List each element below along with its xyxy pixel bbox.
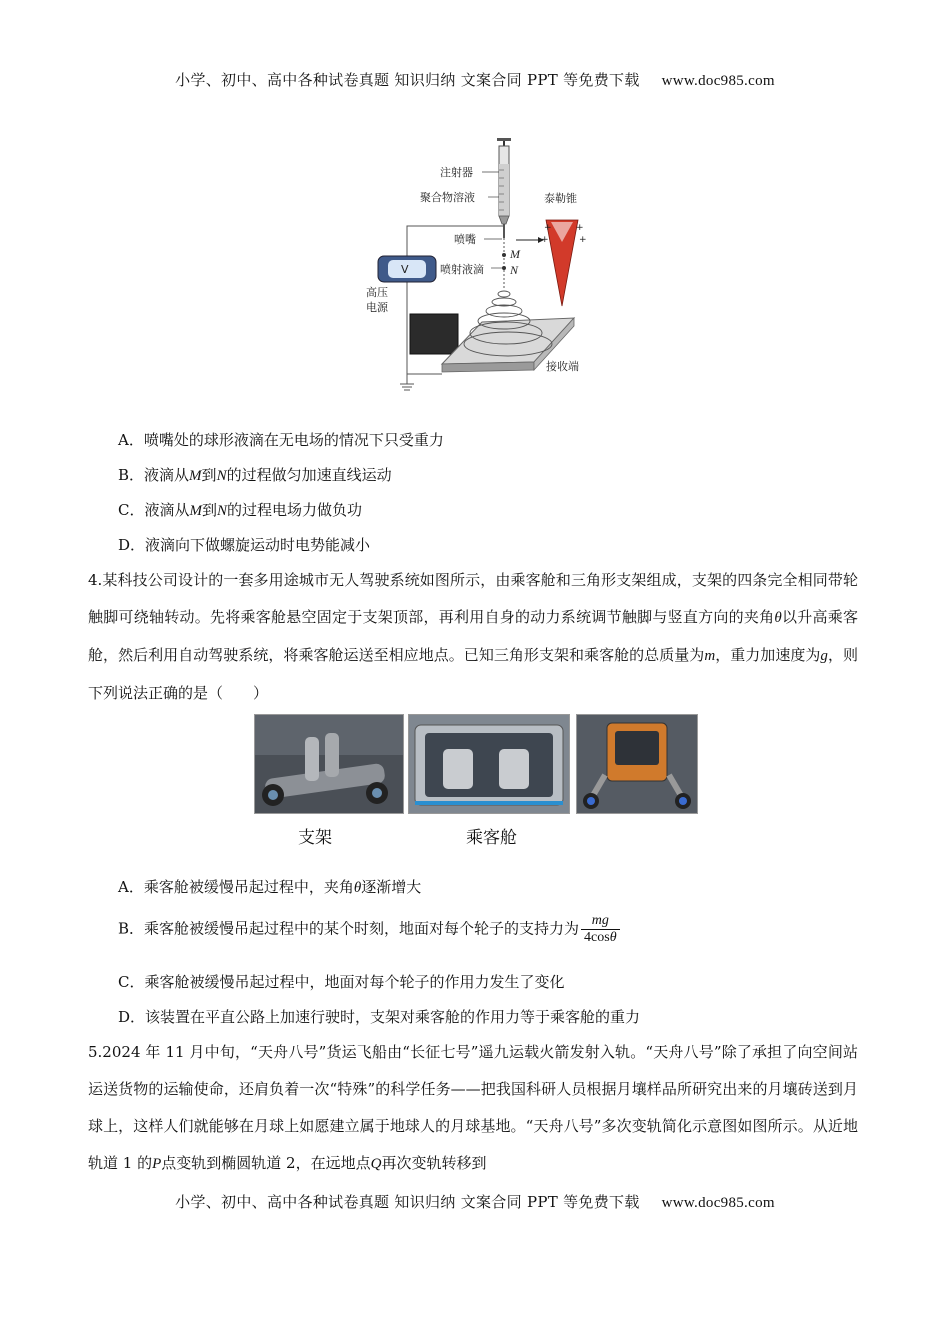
label-nozzle: 喷嘴 bbox=[454, 233, 476, 246]
page-header bbox=[0, 69, 950, 90]
header-site: www.doc985.com bbox=[661, 73, 775, 89]
svg-text:+: + bbox=[541, 235, 549, 245]
footer-site: www.doc985.com bbox=[661, 1195, 775, 1211]
option-text: 逐渐增大 bbox=[361, 878, 422, 896]
option-text: 液滴从 bbox=[144, 466, 190, 484]
option-letter: B． bbox=[118, 919, 145, 938]
var-theta: θ bbox=[353, 880, 362, 896]
option-letter: C． bbox=[118, 501, 145, 519]
var-Q: Q bbox=[370, 1156, 382, 1172]
label-droplet: 喷射液滴 bbox=[440, 263, 484, 276]
var-P: P bbox=[152, 1156, 162, 1172]
photo-bracket bbox=[254, 714, 404, 814]
photo-cabin bbox=[408, 714, 570, 814]
q3-option-c[interactable] bbox=[118, 499, 362, 520]
q5-text-1: 5.2024 年 11 月中旬，“天舟八号”货运飞船由“长征七号”遥九运载火箭发射入轨。“天舟八号”除了承担了向空间站运送货物的运输使命，还肩负着一次“特殊”的科学任务——把我国科研人员根据月壤样品所研究出来的月壤砖送到月球上，这样人们就能够在月球上如愿建立属于地球人的月球基地。“天舟八号”多次变轨简化示意图如图所示。从近地轨道 1 的 bbox=[88, 1043, 858, 1172]
q4-text-4: ，则下列说法正确的是（ ） bbox=[88, 646, 858, 702]
label-taylor-cone: 泰勒锥 bbox=[544, 192, 577, 205]
q3-option-a[interactable] bbox=[118, 429, 444, 450]
var-theta: θ bbox=[609, 930, 617, 945]
var-N: N bbox=[216, 468, 227, 484]
q3-option-b[interactable] bbox=[118, 464, 392, 485]
var-M: M bbox=[189, 503, 202, 519]
option-text: 的过程做匀加速直线运动 bbox=[226, 466, 392, 484]
label-receiver: 接收端 bbox=[546, 360, 579, 373]
q4-option-a[interactable] bbox=[118, 876, 421, 897]
option-text: 到 bbox=[201, 466, 217, 484]
caption-bracket: 支架 bbox=[298, 828, 332, 848]
label-power-1: 高压 bbox=[366, 286, 388, 299]
q4-option-d[interactable] bbox=[118, 1006, 640, 1027]
svg-text:+: + bbox=[576, 223, 584, 233]
q5-text-3: 再次变轨转移到 bbox=[381, 1154, 487, 1172]
var-M: M bbox=[189, 468, 202, 484]
var-m: m bbox=[704, 648, 716, 664]
option-text: 乘客舱被缓慢吊起过程中，夹角 bbox=[143, 878, 354, 896]
label-M: M bbox=[510, 247, 520, 261]
svg-text:+: + bbox=[544, 223, 552, 233]
label-syringe: 注射器 bbox=[440, 166, 473, 179]
option-letter: A． bbox=[118, 431, 144, 449]
electrospinning-diagram bbox=[358, 134, 598, 398]
option-letter: D． bbox=[118, 536, 146, 554]
fraction-denominator bbox=[581, 930, 620, 946]
q4-stem bbox=[88, 562, 858, 712]
option-text: 的过程电场力做负功 bbox=[227, 501, 363, 519]
syringe-drawing bbox=[497, 138, 511, 238]
q5-text-2: 点变轨到椭圆轨道 2，在远地点 bbox=[161, 1154, 371, 1172]
option-text: 该装置在平直公路上加速行驶时，支架对乘客舱的作用力等于乘客舱的重力 bbox=[145, 1008, 641, 1026]
var-g: g bbox=[820, 648, 828, 664]
label-N: N bbox=[510, 263, 519, 277]
option-letter: B． bbox=[118, 466, 145, 484]
footer-text: 小学、初中、高中各种试卷真题 知识归纳 文案合同 PPT 等免费下载 bbox=[175, 1193, 640, 1211]
photo-assembled bbox=[576, 714, 698, 814]
option-text: 液滴从 bbox=[144, 501, 190, 519]
q4-option-c[interactable] bbox=[118, 971, 565, 992]
q4-option-b[interactable] bbox=[118, 913, 620, 946]
q3-option-d[interactable] bbox=[118, 534, 370, 555]
option-text: 到 bbox=[202, 501, 218, 519]
option-text: 乘客舱被缓慢吊起过程中，地面对每个轮子的作用力发生了变化 bbox=[144, 973, 565, 991]
q4-text-1: 4.某科技公司设计的一套多用途城市无人驾驶系统如图所示，由乘客舱和三角形支架组成，支架的四条完全相同带轮触脚可绕轴转动。先将乘客舱悬空固定于支架顶部，再利用自身的动力系统调节触脚与竖直方向的夹角 bbox=[88, 571, 858, 626]
header-text: 小学、初中、高中各种试卷真题 知识归纳 文案合同 PPT 等免费下载 bbox=[175, 71, 640, 89]
option-letter: C． bbox=[118, 973, 145, 991]
option-text: 液滴向下做螺旋运动时电势能减小 bbox=[145, 536, 371, 554]
svg-text:+: + bbox=[579, 235, 587, 245]
var-N: N bbox=[217, 503, 228, 519]
denominator-text: 4cos bbox=[584, 930, 610, 945]
label-power-2: 电源 bbox=[366, 301, 388, 314]
option-text: 喷嘴处的球形液滴在无电场的情况下只受重力 bbox=[143, 431, 444, 449]
voltmeter-symbol: V bbox=[401, 263, 409, 276]
q5-stem bbox=[88, 1034, 858, 1183]
q4-text-3: ，重力加速度为 bbox=[715, 646, 821, 664]
taylor-cone-drawing bbox=[541, 220, 587, 306]
option-letter: D． bbox=[118, 1008, 146, 1026]
var-theta: θ bbox=[774, 610, 782, 626]
q4-text-2: 以升高乘客舱，然后利用自动驾驶系统，将乘客舱运送至相应地点。已知三角形支架和乘客舱的总质量为 bbox=[88, 608, 858, 664]
option-letter: A． bbox=[118, 878, 144, 896]
page-footer bbox=[0, 1191, 950, 1212]
fraction-mg-over-4costheta bbox=[581, 913, 620, 946]
label-polymer-solution: 聚合物溶液 bbox=[420, 191, 475, 204]
option-text: 乘客舱被缓慢吊起过程中的某个时刻，地面对每个轮子的支持力为 bbox=[144, 919, 580, 938]
fraction-numerator: mg bbox=[581, 913, 620, 930]
caption-cabin: 乘客舱 bbox=[466, 828, 517, 848]
